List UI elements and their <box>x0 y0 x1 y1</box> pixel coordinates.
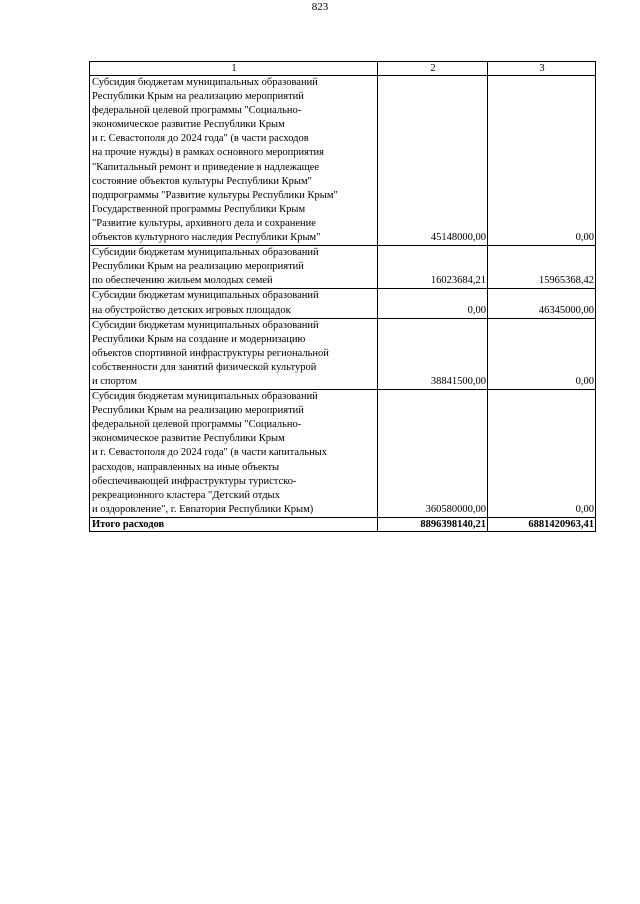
column-header-2: 2 <box>378 62 488 76</box>
row-description: Субсидия бюджетам муниципальных образований Республики Крым на реализацию мероприятий федеральной целевой программы "Социально- экономическое развитие Республики Крым и г. Севастополя до 2024 года" (в части капитальных расходов, направленных на иные объекты обеспечивающей инфраструктуры туристско- рекреационного кластера "Детский отдых и оздоровление", г. Евпатория Республики Крым) <box>90 390 378 518</box>
budget-table <box>89 61 596 532</box>
header-row <box>90 62 596 76</box>
total-value-col3: 6881420963,41 <box>488 517 596 531</box>
row-value-col3: 0,00 <box>488 76 596 246</box>
row-value-col2: 45148000,00 <box>378 76 488 246</box>
row-value-col3: 15965368,42 <box>488 246 596 289</box>
row-value-col2: 360580000,00 <box>378 390 488 518</box>
row-description: Субсидии бюджетам муниципальных образований Республики Крым на реализацию мероприятий по обеспечению жильем молодых семей <box>90 246 378 289</box>
row-value-col3: 0,00 <box>488 318 596 389</box>
total-label: Итого расходов <box>90 517 378 531</box>
table-row <box>90 76 596 246</box>
row-value-col2: 38841500,00 <box>378 318 488 389</box>
table-row <box>90 390 596 518</box>
table-row <box>90 318 596 389</box>
column-header-3: 3 <box>488 62 596 76</box>
column-header-1: 1 <box>90 62 378 76</box>
row-value-col2: 0,00 <box>378 289 488 318</box>
table-body <box>90 76 596 532</box>
row-description: Субсидия бюджетам муниципальных образований Республики Крым на реализацию мероприятий федеральной целевой программы "Социально- экономическое развитие Республики Крым и г. Севастополя до 2024 года" (в части расходов на прочие нужды) в рамках основного мероприятия "Капитальный ремонт и приведение в надлежащее состояние объектов культуры Республики Крым" подпрограммы "Развитие культуры Республики Крым" Государственной программы Республики Крым "Развитие культуры, архивного дела и сохранение объектов культурного наследия Республики Крым" <box>90 76 378 246</box>
page-number: 823 <box>311 1 329 13</box>
row-value-col3: 0,00 <box>488 390 596 518</box>
table-row <box>90 246 596 289</box>
row-description: Субсидии бюджетам муниципальных образований Республики Крым на создание и модернизацию объектов спортивной инфраструктуры региональной собственности для занятий физической культурой и спортом <box>90 318 378 389</box>
table-header <box>90 62 596 76</box>
row-value-col3: 46345000,00 <box>488 289 596 318</box>
table-row <box>90 289 596 318</box>
total-value-col2: 8896398140,21 <box>378 517 488 531</box>
total-row <box>90 517 596 531</box>
row-value-col2: 16023684,21 <box>378 246 488 289</box>
row-description: Субсидии бюджетам муниципальных образований на обустройство детских игровых площадок <box>90 289 378 318</box>
